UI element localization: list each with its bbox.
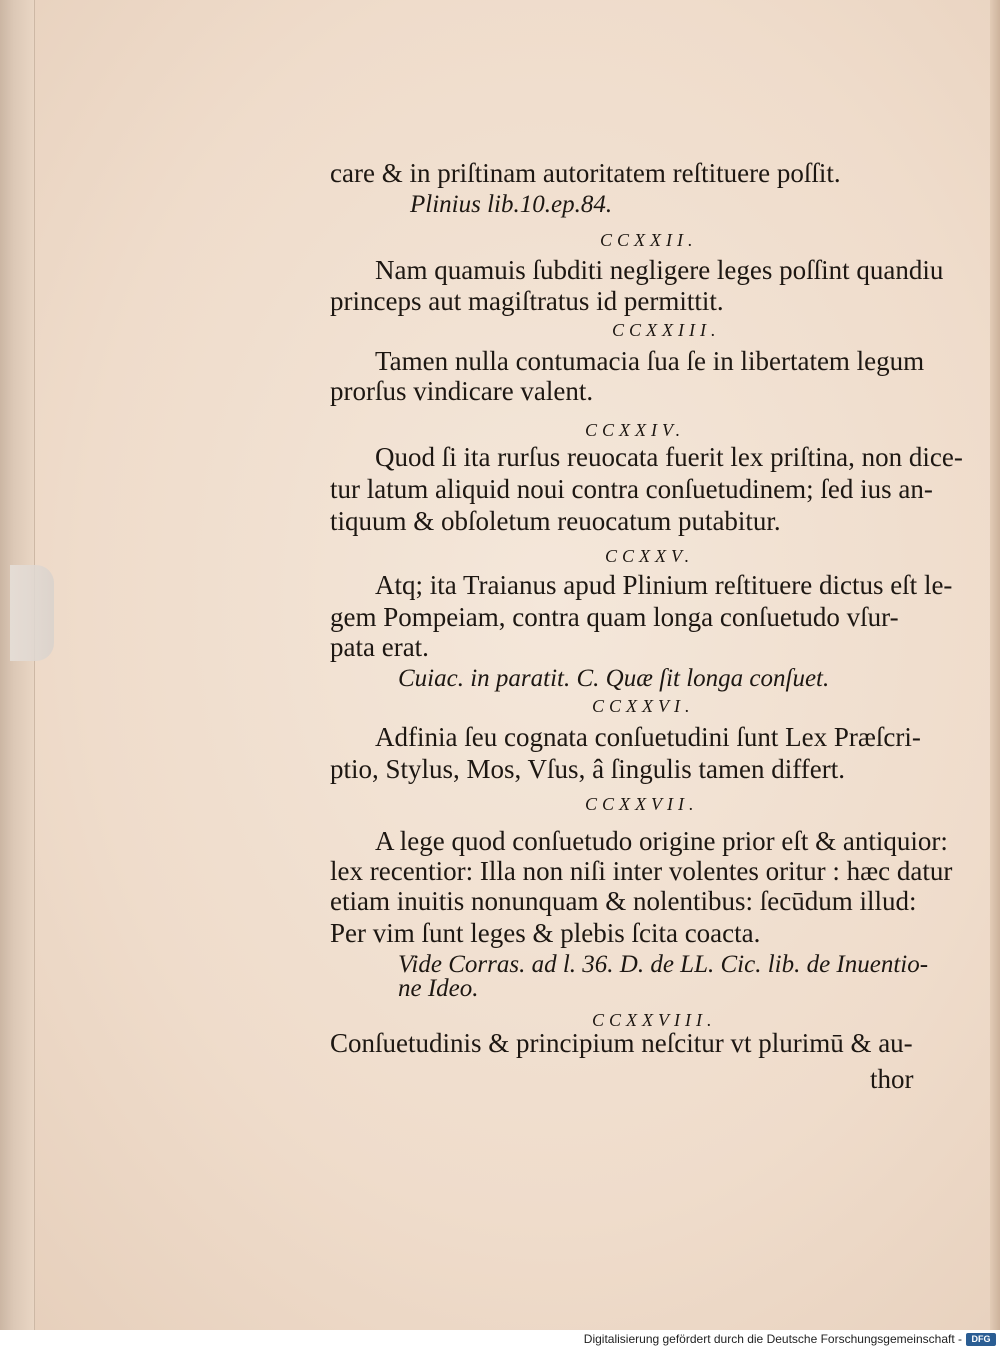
citation: Vide Corras. ad l. 36. D. de LL. Cic. lib. de Inuentio- [398, 951, 929, 978]
section-number: CCXXII. [600, 230, 698, 250]
text-line: lex recentior: Illa non niſi inter volentes oritur : hæc datur [330, 856, 953, 886]
citation: Plinius lib.10.ep.84. [410, 191, 613, 218]
section-number: CCXXIII. [612, 320, 721, 340]
section-number: CCXXVIII. [592, 1010, 717, 1030]
text-line: Per vim ſunt leges & plebis ſcita coacta. [330, 918, 761, 948]
text-line: Adfinia ſeu cognata conſuetudini ſunt Lex Præſcri- [375, 722, 921, 752]
text-line: Tamen nulla contumacia ſua ſe in libertatem legum [375, 346, 925, 376]
binding-tab [10, 565, 54, 661]
page-right-edge [990, 0, 1000, 1330]
catchword: thor [870, 1064, 914, 1094]
digitization-credit: Digitalisierung gefördert durch die Deutsche Forschungsgemeinschaft - [583, 1332, 962, 1346]
citation: ne Ideo. [398, 975, 479, 1002]
text-line: ptio, Stylus, Mos, Vſus, â ſingulis tamen differt. [330, 754, 846, 784]
text-line: Atq; ita Traianus apud Plinium reſtituere dictus eſt le- [375, 570, 953, 600]
section-number: CCXXVII. [585, 794, 699, 814]
text-line: A lege quod conſuetudo origine prior eſt & antiquior: [375, 826, 948, 856]
text-line: princeps aut magiſtratus id permittit. [330, 286, 724, 316]
show-through [340, 1068, 940, 1088]
page-left-edge [0, 0, 35, 1330]
section-number: CCXXV. [605, 546, 695, 566]
text-line: Nam quamuis ſubditi negligere leges poſſint quandiu [375, 255, 944, 285]
text-line: tur latum aliquid noui contra conſuetudinem; ſed ius an- [330, 474, 933, 504]
footer-bar [0, 1330, 1000, 1349]
text-line: pata erat. [330, 632, 429, 662]
text-line: care & in priſtinam autoritatem reſtituere poſſit. [330, 158, 841, 188]
text-line: Conſuetudinis & principium neſcitur vt plurimū & au- [330, 1028, 913, 1058]
text-line: etiam inuitis nonunquam & nolentibus: ſecūdum illud: [330, 886, 917, 916]
text-line: Quod ſi ita rurſus reuocata fuerit lex priſtina, non dice- [375, 442, 963, 472]
citation: Cuiac. in paratit. C. Quæ ſit longa conſuet. [398, 665, 830, 692]
dfg-logo: DFG [966, 1333, 996, 1346]
section-number: CCXXVI. [592, 696, 695, 716]
text-line: prorſus vindicare valent. [330, 376, 594, 406]
section-number: CCXXIV. [585, 420, 686, 440]
text-line: tiquum & obſoletum reuocatum putabitur. [330, 506, 781, 536]
text-line: gem Pompeiam, contra quam longa conſuetudo vſur- [330, 602, 899, 632]
